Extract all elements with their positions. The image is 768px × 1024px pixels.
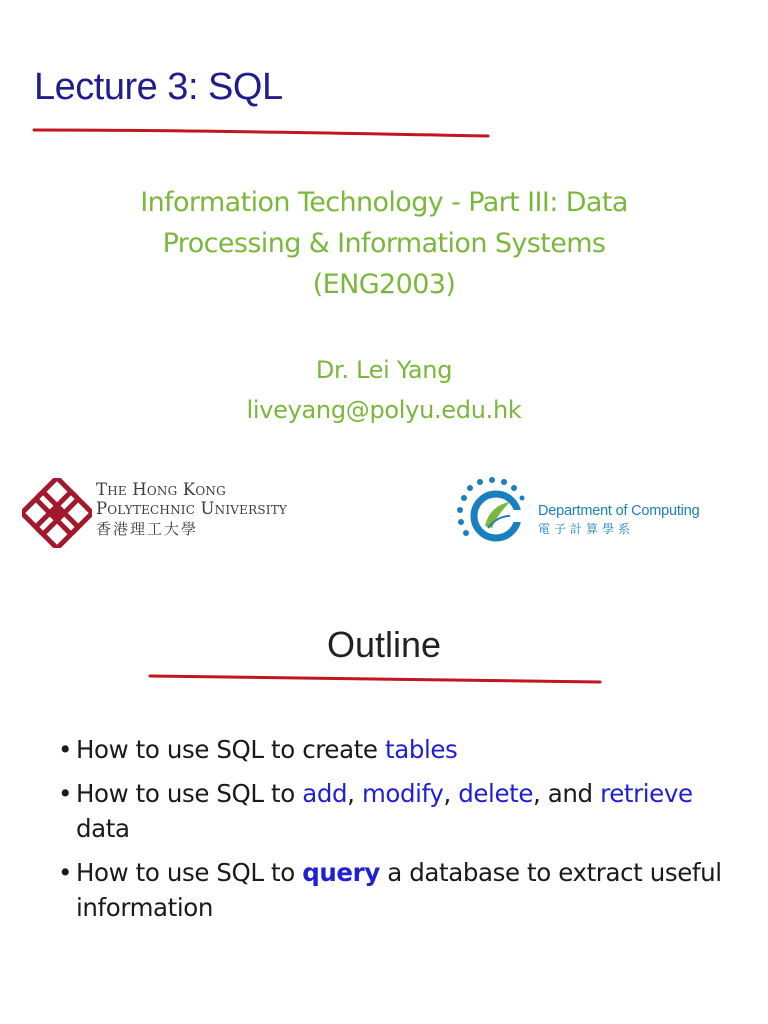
author-name: Dr. Lei Yang xyxy=(315,356,453,384)
bullet-text: a database to extract useful information xyxy=(76,858,722,922)
author-block xyxy=(40,350,728,430)
bullet-text: How to use SQL to xyxy=(76,779,303,808)
keyword-modify: modify xyxy=(361,779,444,808)
bullet-icon: • xyxy=(58,858,73,887)
bullet-text: , and xyxy=(533,779,601,808)
computing-wordmark xyxy=(538,502,699,538)
computing-chinese-name: 電子計算學系 xyxy=(538,522,635,536)
outline-underline xyxy=(148,672,604,686)
title-underline xyxy=(32,124,492,140)
bullet-icon: • xyxy=(58,735,73,764)
bullet-text: , xyxy=(443,779,459,808)
subtitle-line: Information Technology - Part III: Data xyxy=(140,187,628,218)
bullet-text: How to use SQL to create xyxy=(76,735,385,764)
keyword-tables: tables xyxy=(385,735,458,764)
computing-name: Department of Computing xyxy=(538,503,700,519)
outline-list xyxy=(58,732,738,934)
computing-emblem-icon xyxy=(452,472,532,552)
outline-slide xyxy=(0,590,768,1024)
bullet-text: data xyxy=(76,814,130,843)
computing-logo xyxy=(452,472,732,552)
subtitle-line: Processing & Information Systems xyxy=(162,228,606,259)
lecture-title: Lecture 3: SQL xyxy=(34,66,283,108)
keyword-delete: delete xyxy=(458,779,534,808)
polyu-name-line: Polytechnic University xyxy=(96,499,288,518)
polyu-logo xyxy=(22,474,367,550)
keyword-query: query xyxy=(302,858,380,887)
list-item xyxy=(58,776,738,846)
list-item xyxy=(58,732,738,767)
bullet-text: , xyxy=(347,779,362,808)
list-item xyxy=(58,855,738,925)
subtitle-line: (ENG2003) xyxy=(312,269,456,300)
keyword-retrieve: retrieve xyxy=(600,779,693,808)
author-email: liveyang@polyu.edu.hk xyxy=(246,396,522,424)
polyu-chinese-name: 香港理工大學 xyxy=(96,520,199,538)
outline-title: Outline xyxy=(326,624,442,665)
polyu-wordmark xyxy=(96,480,287,540)
keyword-add: add xyxy=(302,779,348,808)
bullet-text: How to use SQL to xyxy=(76,858,303,887)
course-subtitle xyxy=(40,182,728,305)
polyu-emblem-icon xyxy=(22,478,92,548)
polyu-name-line: The Hong Kong xyxy=(96,480,226,499)
bullet-icon: • xyxy=(58,779,73,808)
